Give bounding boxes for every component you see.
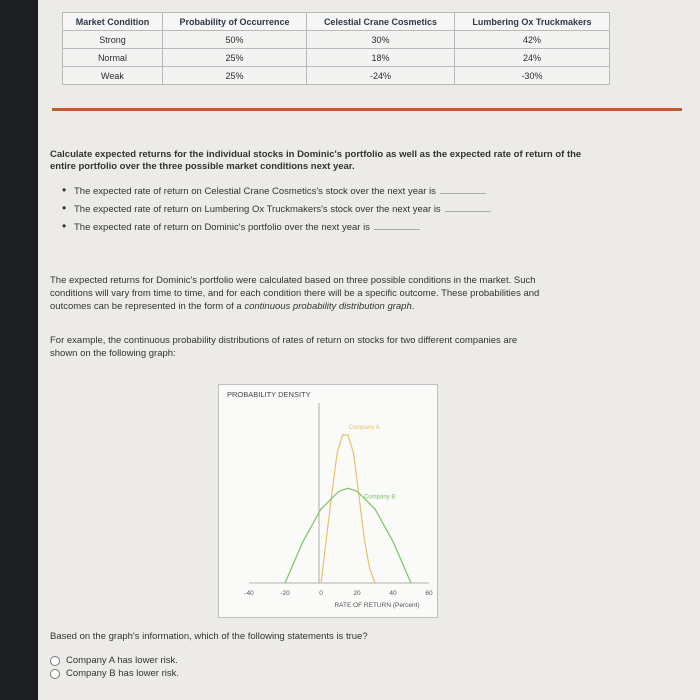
company-a-label: Company A	[348, 425, 380, 431]
section-divider	[52, 108, 682, 111]
bullet-text: The expected rate of return on Lumbering Ox Truckmakers's stock over the next year is	[74, 204, 441, 215]
chart-title: PROBABILITY DENSITY	[227, 390, 311, 399]
table-row	[63, 31, 610, 49]
table-cell: -30%	[454, 67, 609, 85]
header-lumbering-ox: Lumbering Ox Truckmakers	[454, 13, 609, 31]
x-ticks	[244, 590, 433, 597]
x-tick-label: -20	[280, 590, 290, 597]
company-a-curve	[321, 435, 375, 583]
table-row	[63, 49, 610, 67]
paragraph-text: outcomes can be represented in the form of a	[50, 301, 245, 312]
table-cell: 42%	[454, 31, 609, 49]
option-company-b[interactable]: Company B has lower risk.	[66, 668, 179, 679]
bullet-text: The expected rate of return on Dominic's portfolio over the next year is	[74, 222, 370, 233]
table-cell: 25%	[162, 49, 306, 67]
x-axis-label: RATE OF RETURN (Percent)	[334, 602, 420, 609]
bullet-portfolio	[74, 220, 420, 233]
chart-svg	[219, 385, 437, 617]
paragraph-1-line-3	[50, 300, 414, 313]
x-tick-label: 0	[319, 590, 323, 597]
paragraph-text: .	[411, 301, 415, 312]
header-probability: Probability of Occurrence	[162, 13, 306, 31]
header-market-condition: Market Condition	[63, 13, 163, 31]
bullet-text: The expected rate of return on Celestial Crane Cosmetics's stock over the next year is	[74, 186, 436, 197]
table-cell: -24%	[307, 67, 455, 85]
question-page	[38, 0, 700, 700]
paragraph-2-line-2: shown on the following graph:	[50, 348, 176, 359]
x-tick-label: 60	[425, 590, 433, 597]
company-b-label: Company B	[364, 494, 396, 501]
company-b-curve	[285, 488, 411, 583]
header-celestial-crane: Celestial Crane Cosmetics	[307, 13, 455, 31]
curves	[285, 425, 411, 583]
table-cell: 18%	[307, 49, 455, 67]
bullet-celestial	[74, 184, 486, 197]
x-tick-label: 40	[389, 590, 397, 597]
option-company-a[interactable]: Company A has lower risk.	[66, 655, 178, 666]
table-cell: Strong	[63, 31, 163, 49]
answer-blank-portfolio[interactable]	[374, 220, 420, 230]
market-condition-table	[62, 12, 610, 85]
paragraph-2-line-1: For example, the continuous probability distributions of rates of return on stocks for two different companies are	[50, 335, 518, 346]
table-cell: Normal	[63, 49, 163, 67]
probability-chart	[218, 384, 438, 618]
table-cell: 50%	[162, 31, 306, 49]
question-text: Based on the graph's information, which of the following statements is true?	[50, 631, 368, 642]
instruction-line-2: entire portfolio over the three possible market conditions next year.	[50, 161, 355, 172]
x-tick-label: -40	[244, 590, 254, 597]
paragraph-1-line-1: The expected returns for Dominic's portfolio were calculated based on three possible conditions in the market. Such	[50, 275, 536, 286]
table-row	[63, 67, 610, 85]
table-cell: 24%	[454, 49, 609, 67]
emphasis-text: continuous probability distribution graph	[244, 301, 412, 312]
table-cell: Weak	[63, 67, 163, 85]
bullet-lumbering	[74, 202, 491, 215]
table-cell: 25%	[162, 67, 306, 85]
instruction-line-1: Calculate expected returns for the individual stocks in Dominic's portfolio as well as the expected rate of return of the	[50, 149, 582, 160]
answer-blank-lumbering[interactable]	[445, 202, 491, 212]
answer-blank-celestial[interactable]	[440, 184, 486, 194]
x-tick-label: 20	[353, 590, 361, 597]
table-cell: 30%	[307, 31, 455, 49]
paragraph-1-line-2: conditions will vary from time to time, and for each condition there will be a specific outcome. These probabilities and	[50, 288, 540, 299]
